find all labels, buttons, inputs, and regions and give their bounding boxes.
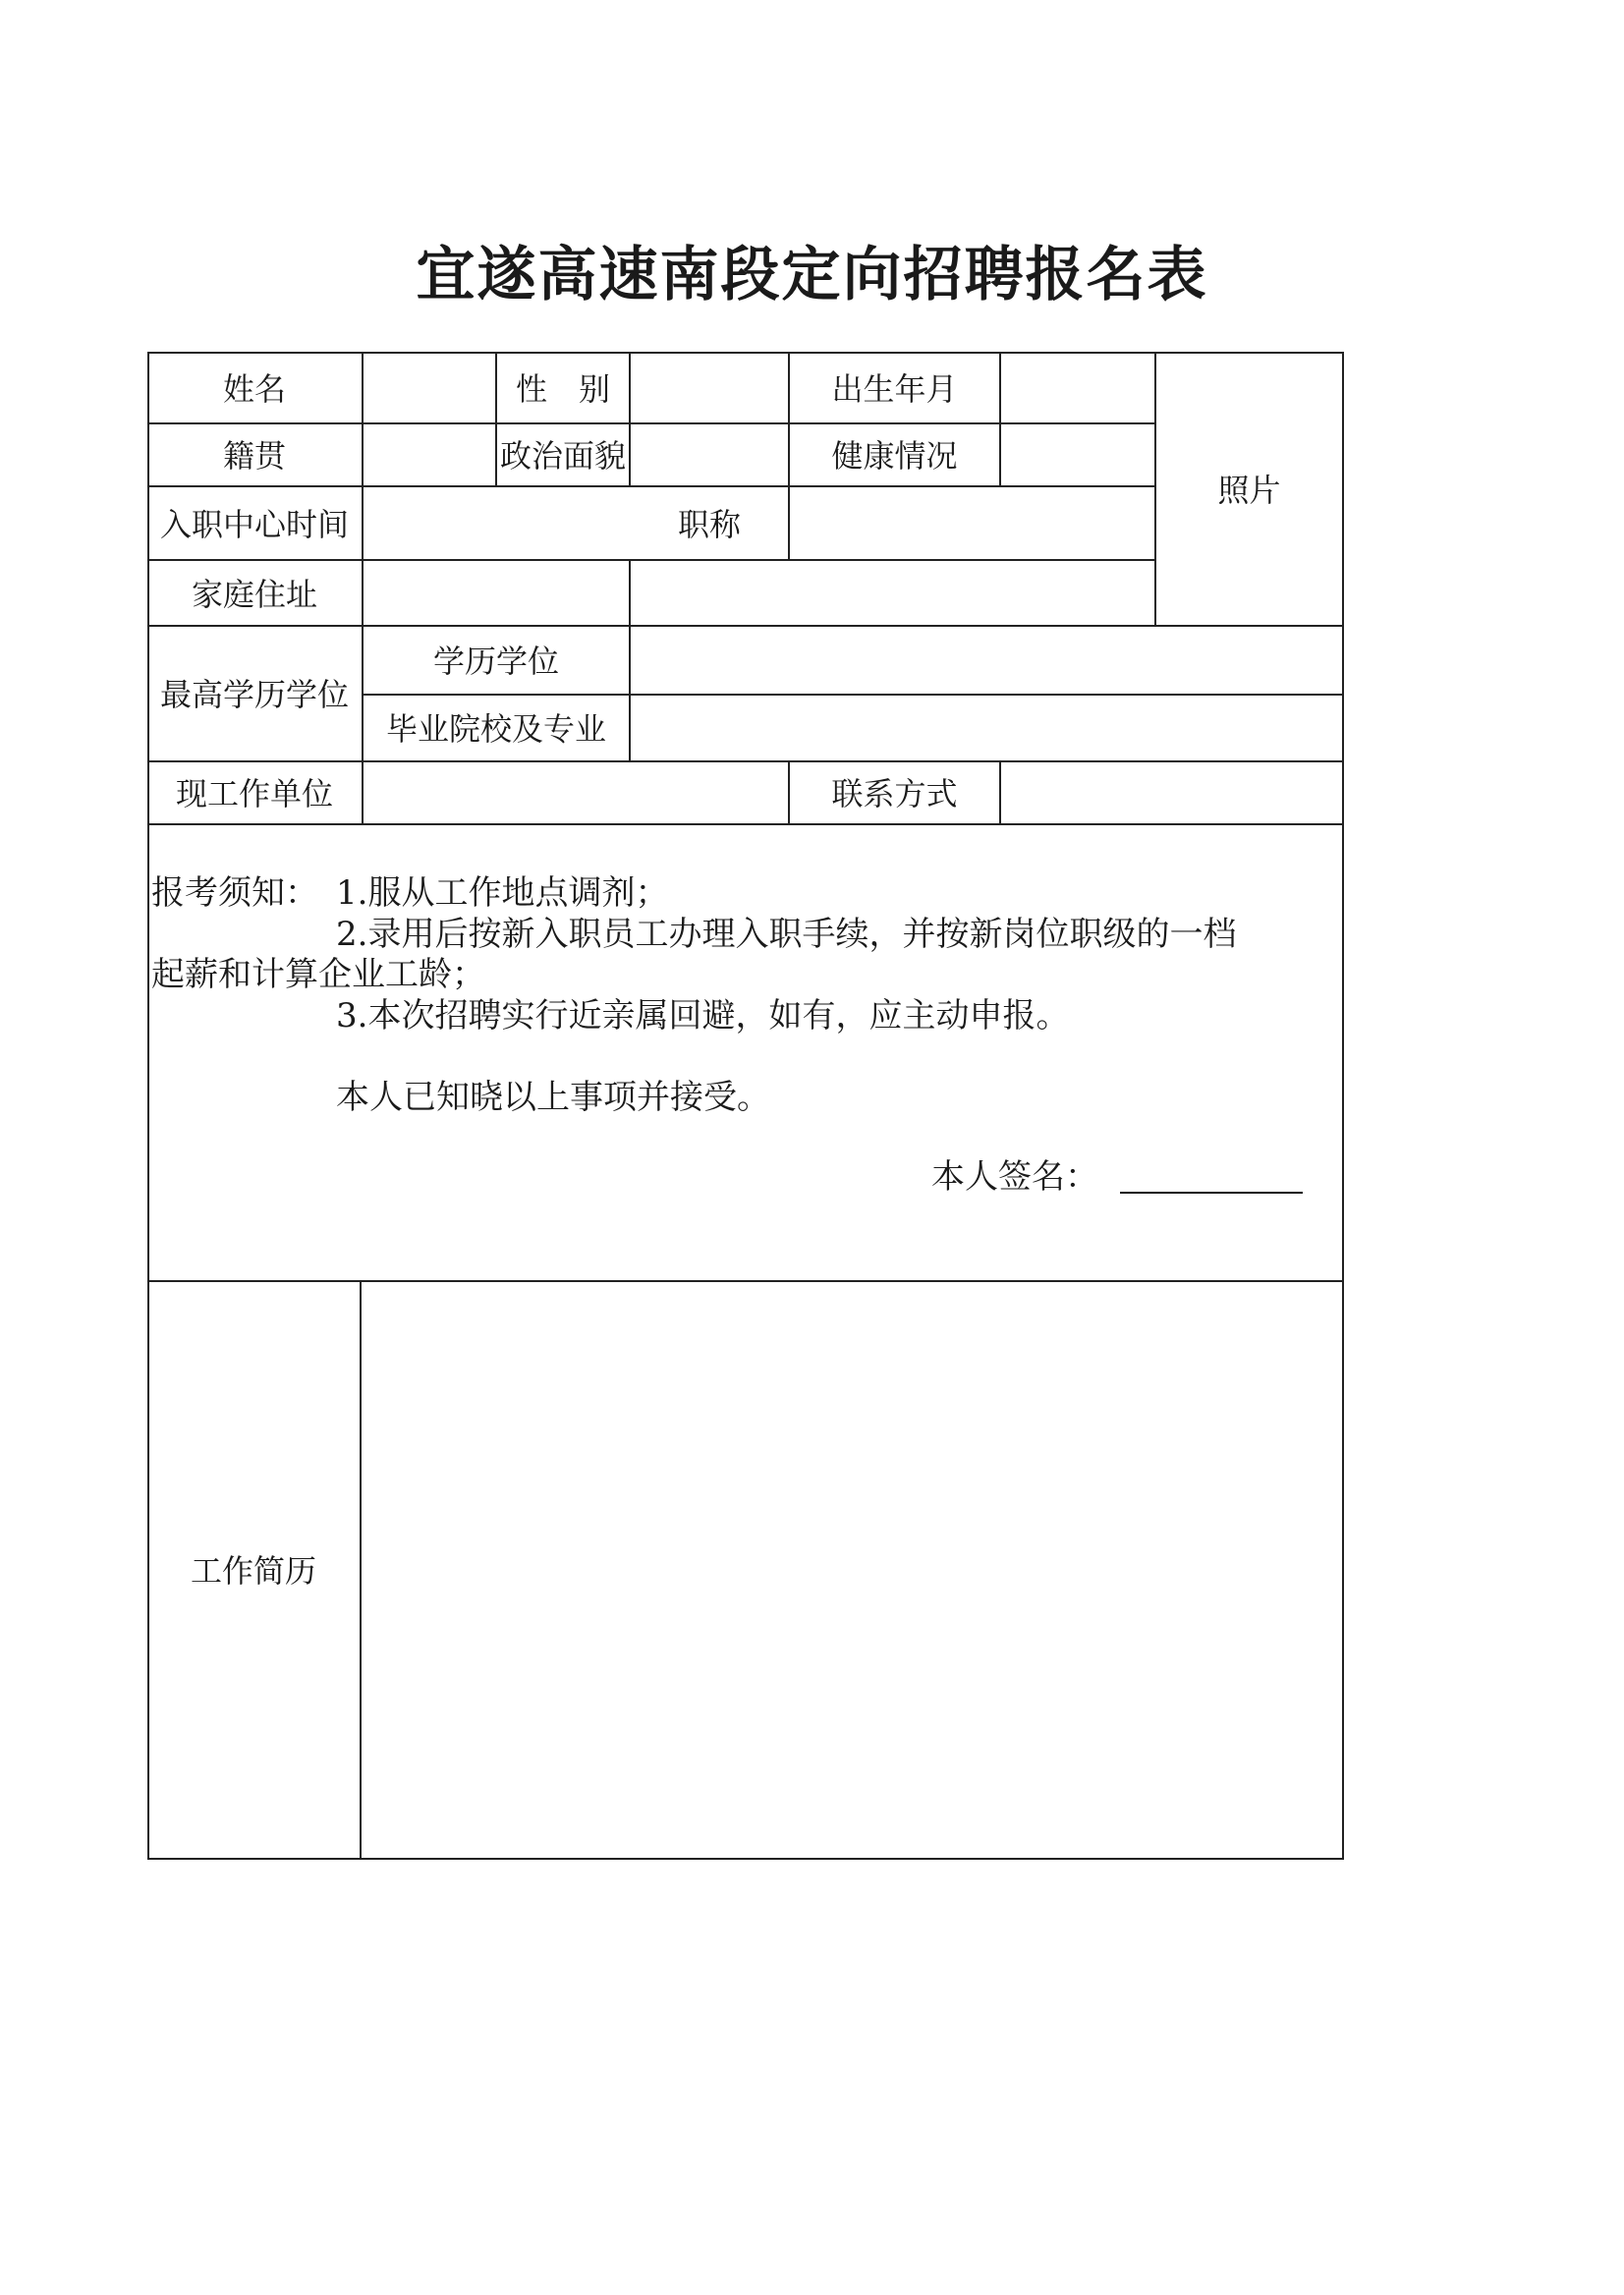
political-status-input[interactable] <box>631 424 788 485</box>
health-input[interactable] <box>1001 424 1154 485</box>
row-divider <box>147 823 1344 825</box>
degree-input[interactable] <box>631 627 1342 694</box>
registration-form <box>147 352 1344 1860</box>
work-history-label: 工作简历 <box>190 1552 316 1590</box>
entry-time-input[interactable] <box>364 487 629 559</box>
home-address-input[interactable] <box>364 561 1154 625</box>
birth-label: 出生年月 <box>831 370 958 408</box>
table-border-right <box>1342 352 1344 1860</box>
contact-label: 联系方式 <box>831 775 958 812</box>
professional-title-label: 职称 <box>677 505 741 543</box>
form-title: 宜遂高速南段定向招聘报名表 <box>416 241 1208 309</box>
home-address-label: 家庭住址 <box>191 575 317 613</box>
table-border-bottom <box>147 1858 1344 1860</box>
photo-area: 照片 <box>1217 472 1281 509</box>
notice-item-1: 1.服从工作地点调剂； <box>336 873 669 913</box>
notice-item-2-line-1: 2.录用后按新入职员工办理入职手续，并按新岗位职级的一档 <box>336 915 1237 954</box>
signature-label: 本人签名： <box>931 1157 1098 1197</box>
political-status-label: 政治面貌 <box>499 437 626 475</box>
birth-input[interactable] <box>1001 354 1154 422</box>
signature-line[interactable] <box>1120 1192 1303 1194</box>
entry-time-label: 入职中心时间 <box>159 505 349 543</box>
highest-education-label: 最高学历学位 <box>159 676 349 713</box>
current-employer-label: 现工作单位 <box>175 775 333 812</box>
contact-input[interactable] <box>1001 762 1342 823</box>
notice-heading: 报考须知： <box>151 873 318 913</box>
gender-input[interactable] <box>631 354 788 422</box>
current-employer-input[interactable] <box>364 762 788 823</box>
gender-label: 性 别 <box>515 370 610 408</box>
notice-item-3: 3.本次招聘实行近亲属回避，如有，应主动申报。 <box>336 996 1070 1036</box>
acknowledgement-text: 本人已知晓以上事项并接受。 <box>336 1078 770 1117</box>
name-input[interactable] <box>364 354 495 422</box>
degree-label: 学历学位 <box>432 643 559 680</box>
school-major-label: 毕业院校及专业 <box>385 710 606 748</box>
school-major-input[interactable] <box>631 696 1342 760</box>
native-place-input[interactable] <box>364 424 495 485</box>
notice-item-2-line-2: 起薪和计算企业工龄； <box>151 955 485 994</box>
professional-title-input[interactable] <box>790 487 1154 559</box>
name-label: 姓名 <box>222 370 286 408</box>
work-history-input[interactable] <box>362 1282 1342 1858</box>
native-place-label: 籍贯 <box>222 437 286 475</box>
health-label: 健康情况 <box>831 437 958 475</box>
